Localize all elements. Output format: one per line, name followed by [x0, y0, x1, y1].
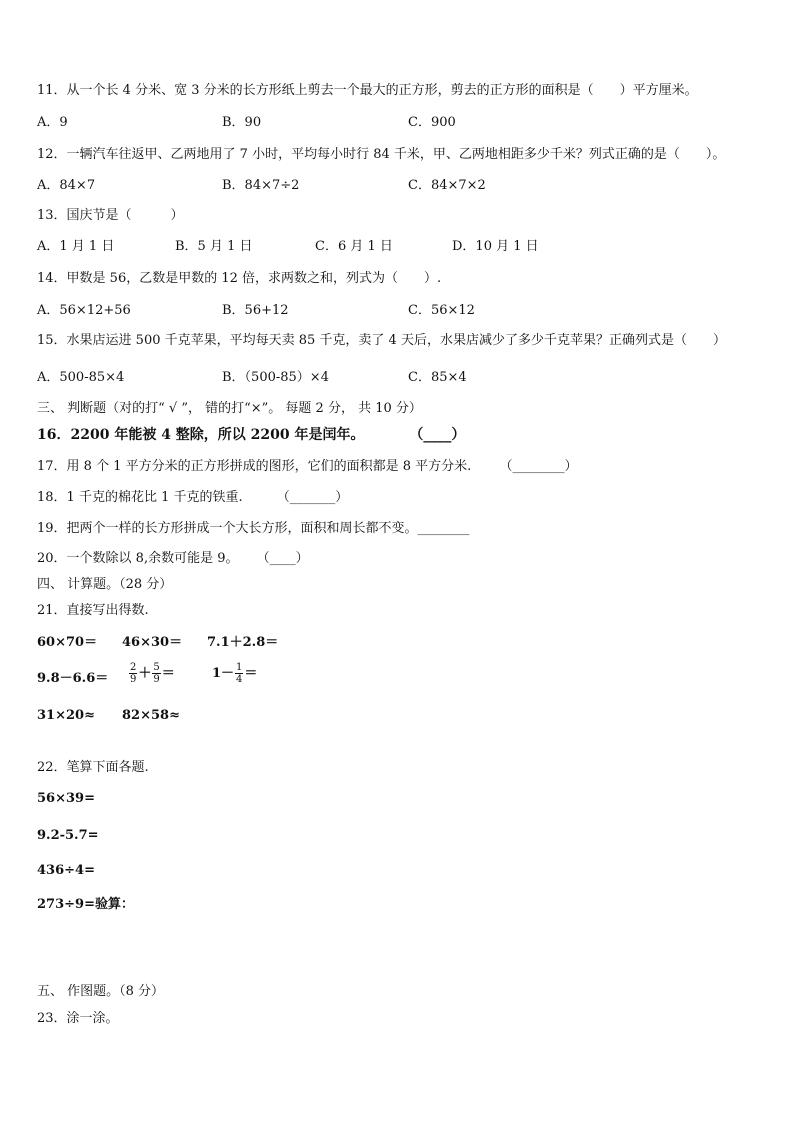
q21-item-6-fraction-diff: 1－ $\frac{1}{4}$ ＝ — [212, 662, 258, 685]
q22-item-4: 273÷9=验算： — [37, 897, 134, 912]
fraction-2-9: $\frac{2}{9}$ — [130, 662, 137, 685]
q15-option-c[interactable]: C．85×4 — [408, 370, 467, 385]
section-4-heading: 四、 计算题。（28 分） — [37, 577, 173, 592]
question-13: 13．国庆节是（ ） — [37, 208, 184, 223]
question-15: 15．水果店运进 500 千克苹果，平均每天卖 85 千克，卖了 4 天后，水果店减少了多少千克苹果？正确列式是（ ） — [37, 333, 726, 348]
q12-option-a[interactable]: A．84×7 — [37, 178, 96, 193]
q21-item-2: 46×30＝ — [122, 635, 183, 650]
q18-answer-blank[interactable]: （_______） — [276, 490, 349, 505]
q16-text: 16．2200 年能被 4 整除，所以 2200 年是闰年。 — [37, 427, 365, 443]
q13-option-b[interactable]: B．5 月 1 日 — [175, 239, 253, 254]
q13-option-c[interactable]: C．6 月 1 日 — [315, 239, 393, 254]
question-23: 23．涂一涂。 — [37, 1011, 119, 1026]
q11-option-a[interactable]: A．9 — [37, 115, 68, 130]
q13-option-a[interactable]: A．1 月 1 日 — [37, 239, 115, 254]
q22-item-2: 9.2-5.7= — [37, 828, 99, 843]
q21-item-1: 60×70＝ — [37, 635, 98, 650]
q21-item-8: 82×58≈ — [122, 708, 180, 723]
question-11: 11．从一个长 4 分米、宽 3 分米的长方形纸上剪去一个最大的正方形，剪去的正方形的面积是（ ）平方厘米。 — [37, 83, 698, 98]
question-19 — [37, 520, 470, 538]
q19-text: 19．把两个一样的长方形拼成一个大长方形，面积和周长都不变。 — [37, 521, 418, 536]
question-22: 22．笔算下面各题. — [37, 760, 149, 775]
q19-answer-blank[interactable]: ________ — [417, 521, 470, 536]
q20-answer-blank[interactable]: （____） — [256, 551, 309, 566]
q15-option-b[interactable]: B．（500-85）×4 — [222, 370, 329, 385]
q20-text: 20．一个数除以 8,余数可能是 9。 — [37, 551, 239, 566]
q16-answer-blank[interactable]: （____） — [409, 427, 466, 443]
q12-option-c[interactable]: C．84×7×2 — [408, 178, 486, 193]
q14-option-b[interactable]: B．56+12 — [222, 303, 289, 318]
fraction-1-4: $\frac{1}{4}$ — [236, 662, 243, 685]
question-17 — [37, 458, 577, 476]
fraction-5-9: $\frac{5}{9}$ — [153, 662, 160, 685]
q22-item-3: 436÷4= — [37, 863, 95, 878]
q21-item-4: 9.8－6.6＝ — [37, 671, 109, 686]
q22-item-1: 56×39= — [37, 791, 95, 806]
q21-item-5-fraction-sum: $\frac{2}{9}$ ＋ $\frac{5}{9}$ ＝ — [130, 662, 175, 685]
q21-item-3: 7.1＋2.8＝ — [207, 635, 279, 650]
question-14: 14．甲数是 56，乙数是甲数的 12 倍，求两数之和，列式为（ ）. — [37, 271, 442, 286]
q13-option-d[interactable]: D．10 月 1 日 — [452, 239, 539, 254]
q11-option-c[interactable]: C．900 — [408, 115, 456, 130]
q12-option-b[interactable]: B．84×7÷2 — [222, 178, 300, 193]
q17-answer-blank[interactable]: （________） — [499, 459, 578, 474]
question-18 — [37, 489, 348, 507]
question-21: 21．直接写出得数. — [37, 603, 149, 618]
section-3-heading: 三、 判断题（对的打“ √ ”， 错的打“×”。 每题 2 分， 共 10 分） — [37, 401, 422, 416]
section-5-heading: 五、 作图题。（8 分） — [37, 984, 165, 999]
question-20 — [37, 550, 309, 568]
q14-option-a[interactable]: A．56×12+56 — [37, 303, 131, 318]
q14-option-c[interactable]: C．56×12 — [408, 303, 475, 318]
q18-text: 18．1 千克的棉花比 1 千克的铁重. — [37, 490, 243, 505]
q17-text: 17．用 8 个 1 平方分米的正方形拼成的图形，它们的面积都是 8 平方分米. — [37, 459, 472, 474]
q21-item-7: 31×20≈ — [37, 708, 95, 723]
q11-option-b[interactable]: B．90 — [222, 115, 262, 130]
q15-option-a[interactable]: A．500-85×4 — [37, 370, 125, 385]
question-12: 12．一辆汽车往返甲、乙两地用了 7 小时，平均每小时行 84 千米，甲、乙两地相距多少千米？列式正确的是（ ）。 — [37, 147, 726, 162]
question-16 — [37, 426, 465, 444]
